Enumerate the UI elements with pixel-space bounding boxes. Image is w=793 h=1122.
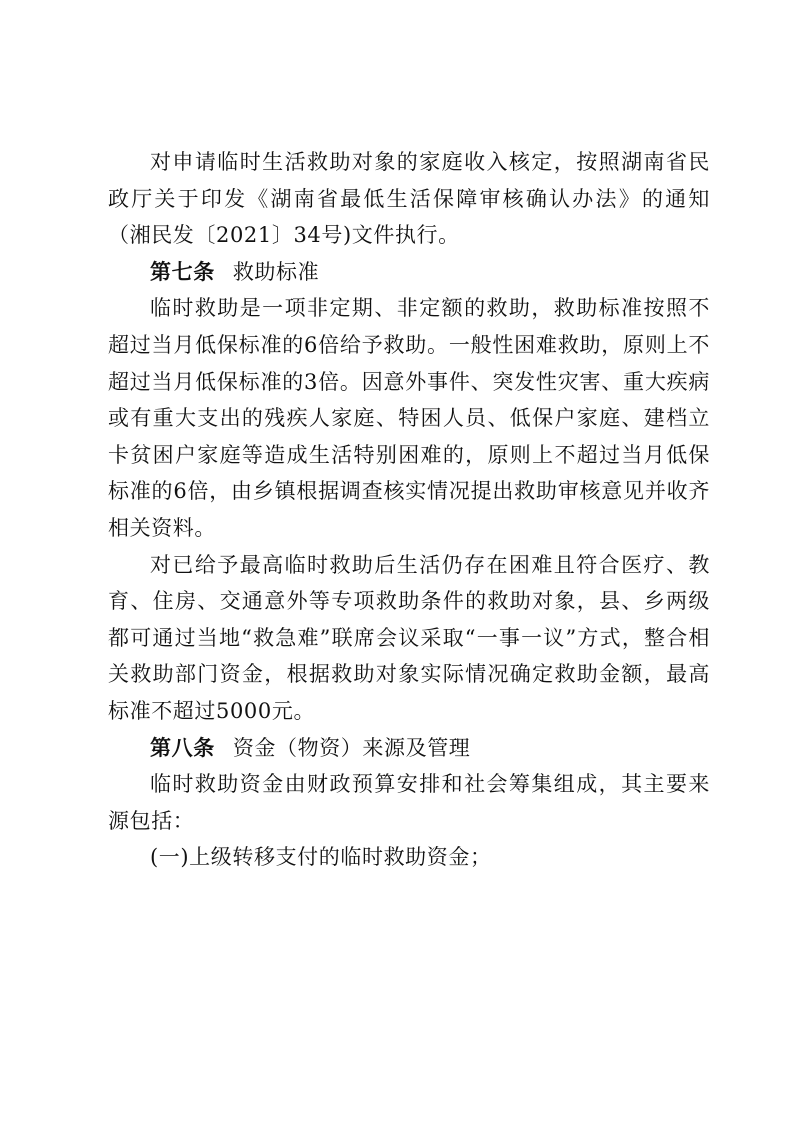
list-item-fund-source-1: (一)上级转移支付的临时救助资金；	[150, 845, 492, 870]
article-7-number: 第七条	[150, 259, 215, 284]
article-7-heading	[108, 254, 710, 291]
article-8-number: 第八条	[150, 735, 215, 760]
paragraph-income-verification: 对申请临时生活救助对象的家庭收入核定，按照湖南省民政厅关于印发《湖南省最低生活保障审核确认办法》的通知（湘民发〔2021〕34号)文件执行。	[108, 150, 710, 248]
article-8-heading	[108, 730, 710, 767]
document-page	[108, 144, 710, 876]
paragraph-fund-sources: 临时救助资金由财政预算安排和社会筹集组成，其主要来源包括：	[108, 772, 710, 833]
article-8-title: 资金（物资）来源及管理	[232, 735, 471, 760]
article-7-title: 救助标准	[232, 259, 320, 284]
paragraph-relief-standard: 临时救助是一项非定期、非定额的救助，救助标准按照不超过当月低保标准的6倍给予救助。一般性困难救助，原则上不超过当月低保标准的3倍。因意外事件、突发性灾害、重大疾病或有重大支出的残疾人家庭、特困人员、低保户家庭、建档立卡贫困户家庭等造成生活特别困难的，原则上不超过当月低保标准的6倍，由乡镇根据调查核实情况提出救助审核意见并收齐相关资料。	[108, 296, 710, 540]
paragraph-maximum-relief: 对已给予最高临时救助后生活仍存在困难且符合医疗、教育、住房、交通意外等专项救助条件的救助对象，县、乡两级都可通过当地“救急难”联席会议采取“一事一议”方式，整合相关救助部门资金，根据救助对象实际情况确定救助金额，最高标准不超过5000元。	[108, 552, 710, 723]
